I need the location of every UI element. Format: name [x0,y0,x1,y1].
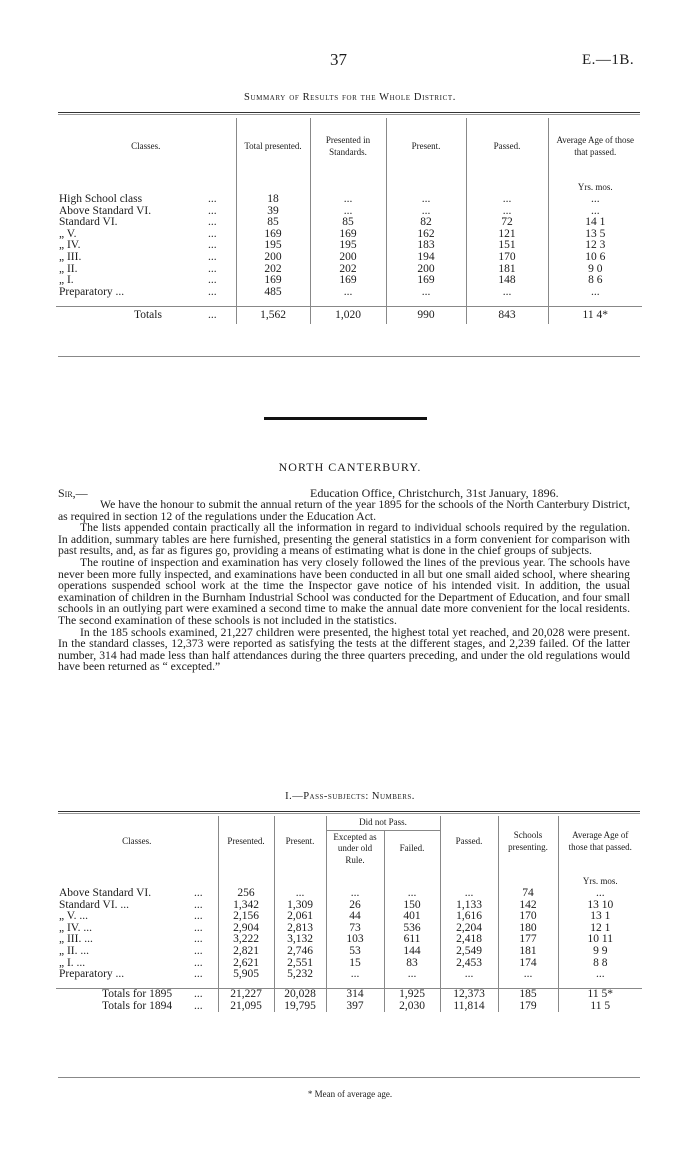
present: ... [386,206,466,218]
failed: 144 [384,946,440,958]
schools-presenting: 177 [498,934,558,946]
schools-presenting: 181 [498,946,558,958]
present: 169 [386,275,466,287]
class-label: „ IV. [59,239,81,252]
excepted: 103 [326,934,384,946]
schools-presenting: 74 [498,888,558,900]
leader-dots: ... [194,921,203,934]
failed: 83 [384,958,440,970]
letter-address: Education Office, Christchurch, 31st January, 1896. [310,486,559,500]
class-label: Preparatory ... [59,968,125,981]
present: ... [386,194,466,206]
total-presented: 85 [236,217,310,229]
leader-dots: ... [194,887,203,899]
passed: 181 [466,264,548,276]
passed: 2,453 [440,958,498,970]
average-age: 12 1 [558,923,642,935]
excepted: 15 [326,958,384,970]
col-excepted: Excepted as under old Rule. [326,830,384,868]
table-row [56,958,642,970]
passed: 170 [466,252,548,264]
class-label: „ III. [59,250,82,263]
paragraph: The lists appended contain practically all the information in regard to individual schools required by the regulation. In addition, summary tables are here furnished, presenting the general statistics in a form convenient for comparison with past results, and, as far as figures go, providing a means of estimating what is done in the chief groups of subjects. [58,521,630,558]
passed: 2,418 [440,934,498,946]
leader-dots: ... [194,999,203,1012]
leader-dots: ... [208,227,217,240]
passed: 843 [466,306,548,324]
class-label: Above Standard VI. [59,204,152,217]
passed: ... [466,287,548,299]
excepted: ... [326,888,384,900]
total-presented: 200 [236,252,310,264]
total-presented: 485 [236,287,310,299]
total-presented: 18 [236,194,310,206]
passed: 72 [466,217,548,229]
schools-presenting: 185 [498,989,558,1001]
section-divider [264,417,427,420]
presented: 3,222 [218,934,274,946]
average-age: 8 8 [558,958,642,970]
excepted: 73 [326,923,384,935]
col-presented-in-standards: Presented in Standards. [310,118,386,176]
class-label: Standard VI. ... [59,898,130,911]
table-row [56,194,642,206]
excepted: 314 [326,989,384,1001]
presented: 21,095 [218,1001,274,1013]
failed: ... [384,969,440,981]
leader-dots: ... [208,216,217,229]
failed: 1,925 [384,989,440,1001]
class-label: Standard VI. [59,216,118,229]
paragraph: We have the honour to submit the annual return of the year 1895 for the schools of the North Canterbury District, as required in section 12 of the regulations under the Education Act. [58,498,630,523]
schools-presenting: 174 [498,958,558,970]
average-age: 11 5 [558,1001,642,1013]
totals-label: Totals [134,308,162,321]
totals-label: Totals for 1895 [102,988,173,1001]
present: 162 [386,229,466,241]
district-heading: NORTH CANTERBURY. [278,460,422,474]
col-did-not-pass: Did not Pass. [326,816,440,830]
document-reference: E.—1B. [582,52,635,68]
present: 990 [386,306,466,324]
average-age: 11 5* [558,989,642,1001]
leader-dots: ... [194,968,203,981]
footnote: * Mean of average age. [307,1089,393,1099]
excepted: 397 [326,1001,384,1013]
class-label: „ II. ... [59,944,90,957]
present: 20,028 [274,989,326,1001]
summary-table [56,118,642,324]
leader-dots: ... [194,910,203,923]
total-presented: 39 [236,206,310,218]
total-presented: 169 [236,229,310,241]
leader-dots: ... [208,274,217,287]
presented-in-standards: 1,020 [310,306,386,324]
average-age: 10 11 [558,934,642,946]
presented: 2,904 [218,923,274,935]
age-units: Yrs. mos. [558,868,642,888]
passed: 12,373 [440,989,498,1001]
present: 194 [386,252,466,264]
class-label: „ V. ... [59,910,88,923]
average-age: 11 4* [548,306,642,324]
leader-dots: ... [194,933,203,946]
salutation: Sir,— [58,486,88,500]
schools-presenting: 180 [498,923,558,935]
present: 2,746 [274,946,326,958]
average-age: ... [548,194,642,206]
class-label: „ V. [59,227,77,240]
total-presented: 1,562 [236,306,310,324]
col-schools-presenting: Schools presenting. [498,816,558,868]
presented: 2,621 [218,958,274,970]
excepted: 26 [326,900,384,912]
summary-top-rule-2 [58,114,640,115]
summary-bottom-rule [58,356,640,357]
table-row [56,888,642,900]
average-age: 9 0 [548,264,642,276]
present: ... [386,287,466,299]
table-row [56,275,642,287]
average-age: 13 10 [558,900,642,912]
failed: 401 [384,911,440,923]
average-age: 8 6 [548,275,642,287]
leader-dots: ... [194,988,203,1001]
summary-title: Summary of Results for the Whole District. [244,92,456,103]
passed: ... [466,194,548,206]
present: 2,551 [274,958,326,970]
col-present: Present. [386,118,466,176]
presented-in-standards: ... [310,206,386,218]
failed: 150 [384,900,440,912]
presented-in-standards: 200 [310,252,386,264]
present: ... [274,888,326,900]
presented: 2,821 [218,946,274,958]
present: 82 [386,217,466,229]
class-label: „ IV. ... [59,921,93,934]
schools-presenting: ... [498,969,558,981]
average-age: 13 5 [548,229,642,241]
leader-dots: ... [208,262,217,275]
class-label: High School class [59,193,143,205]
col-total-presented: Total presented. [236,118,310,176]
passed: 151 [466,240,548,252]
pass-bottom-rule [58,1077,640,1078]
col-passed: Passed. [440,816,498,868]
totals-label: Totals for 1894 [102,999,173,1012]
summary-top-rule [58,112,640,113]
average-age: 10 6 [548,252,642,264]
total-presented: 202 [236,264,310,276]
table-row [56,252,642,264]
failed: 536 [384,923,440,935]
pass-top-rule-2 [58,813,640,814]
presented-in-standards: 195 [310,240,386,252]
average-age: 13 1 [558,911,642,923]
average-age: 14 1 [548,217,642,229]
leader-dots: ... [208,239,217,252]
passed: 2,549 [440,946,498,958]
paragraph: In the 185 schools examined, 21,227 children were presented, the highest total yet reached, and 20,028 were present. In the standard classes, 12,373 were reported as satisfying the tests at the different stages, and 2,239 failed. Of the latter number, 314 had made less than half attendances during the three quarters preceding, and under the old regulations would have been returned as “ excepted.” [58,625,630,674]
presented-in-standards: ... [310,287,386,299]
present: 5,232 [274,969,326,981]
excepted: ... [326,969,384,981]
col-average-age: Average Age of those that passed. [558,816,642,868]
present: 2,061 [274,911,326,923]
col-classes: Classes. [122,836,152,847]
failed: 611 [384,934,440,946]
schools-presenting: 142 [498,900,558,912]
presented-in-standards: 169 [310,229,386,241]
table-row [56,946,642,958]
passed: ... [440,888,498,900]
leader-dots: ... [208,250,217,263]
leader-dots: ... [208,193,217,205]
leader-dots: ... [208,204,217,217]
class-label: Above Standard VI. [59,887,152,899]
excepted: 53 [326,946,384,958]
passed: 2,204 [440,923,498,935]
presented: 256 [218,888,274,900]
leader-dots: ... [194,898,203,911]
letter-body [58,499,630,673]
col-failed: Failed. [384,830,440,868]
col-presented: Presented. [218,816,274,868]
average-age: ... [558,969,642,981]
average-age: 12 3 [548,240,642,252]
average-age: 9 9 [558,946,642,958]
presented-in-standards: 85 [310,217,386,229]
average-age: ... [548,287,642,299]
page-number: 37 [330,50,347,69]
class-label: „ I. [59,274,74,287]
table-row [56,287,642,299]
presented: 21,227 [218,989,274,1001]
age-units: Yrs. mos. [548,176,642,194]
total-presented: 195 [236,240,310,252]
pass-subjects-title: I.—Pass-subjects: Numbers. [285,791,415,802]
failed: ... [384,888,440,900]
passed: 1,133 [440,900,498,912]
passed: 1,616 [440,911,498,923]
presented-in-standards: 169 [310,275,386,287]
passed: ... [466,206,548,218]
presented-in-standards: 202 [310,264,386,276]
col-average-age: Average Age of those that passed. [548,118,642,176]
class-label: „ III. ... [59,933,93,946]
class-label: Preparatory ... [59,285,125,298]
class-label: „ I. ... [59,956,86,969]
present: 19,795 [274,1001,326,1013]
total-presented: 169 [236,275,310,287]
average-age: ... [548,206,642,218]
presented: 1,342 [218,900,274,912]
col-present: Present. [274,816,326,868]
presented: 2,156 [218,911,274,923]
pass-subjects-table [56,816,642,1012]
class-label: „ II. [59,262,78,275]
schools-presenting: 170 [498,911,558,923]
table-row [56,969,642,981]
passed: ... [440,969,498,981]
average-age: ... [558,888,642,900]
passed: 148 [466,275,548,287]
passed: 121 [466,229,548,241]
col-classes: Classes. [131,141,161,152]
presented-in-standards: ... [310,194,386,206]
present: 183 [386,240,466,252]
leader-dots: ... [208,308,217,321]
failed: 2,030 [384,1001,440,1013]
totals-row [56,1001,642,1013]
pass-top-rule [58,811,640,812]
leader-dots: ... [194,956,203,969]
present: 1,309 [274,900,326,912]
present: 2,813 [274,923,326,935]
present: 3,132 [274,934,326,946]
presented: 5,905 [218,969,274,981]
excepted: 44 [326,911,384,923]
totals-row [56,306,642,324]
col-passed: Passed. [466,118,548,176]
paragraph: The routine of inspection and examination has very closely followed the lines of the previous year. The schools have never been more fully inspected, and examinations have been conducted in all but one small aided school, where shearing operations suspended school work at the time the Inspector gave notice of his intended visit. In addition, the usual examination of children in the Burnham Industrial School was conducted for the Department of Education, and four small schools in an outlying part were examined a second time to make the annual date more convenient for the local residents. The second examination of these schools is not included in the statistics. [58,555,630,627]
schools-presenting: 179 [498,1001,558,1013]
passed: 11,814 [440,1001,498,1013]
leader-dots: ... [208,285,217,298]
leader-dots: ... [194,944,203,957]
present: 200 [386,264,466,276]
